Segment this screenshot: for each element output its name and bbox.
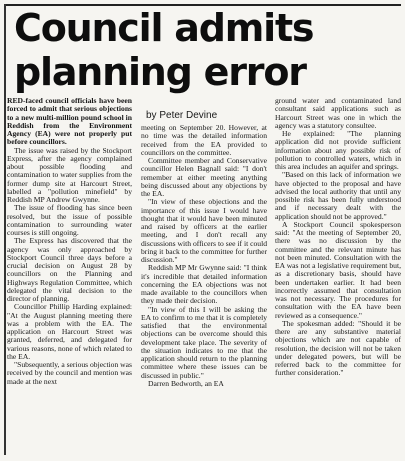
paragraph: ground water and contaminated land consultant said applications such as Harcourt Street was one in which the agency was a statutory consultee. — [275, 97, 401, 130]
paragraph: Darren Bedworth, an EA — [148, 378, 224, 388]
paragraph: The spokesman added: "Should it be there are any substantive material objections which are not capable of resolution, the decision will not be taken under delegated powers, but will be referred back to the committee for further consideration." — [275, 318, 401, 378]
headline — [14, 6, 400, 94]
article-column-2 — [141, 124, 267, 460]
paragraph: meeting on September 20. However, at no time was the detailed information received from the EA provided to councillors on the committee. — [141, 124, 267, 157]
paragraph: "Subsequently, a serious objection was received by the council and mention was made at the next — [7, 360, 132, 386]
paragraph: Councillor Phillip Harding explained: "At the August planning meeting there was a problem with the EA. The application on Harcourt Street was granted, deferred, and delegated for various reasons, none of which related to the EA. — [7, 302, 132, 361]
paragraph: He explained: "The planning application did not provide sufficient information about any possible risk of pollution to controlled waters, which in this area includes an aquifer and springs. — [275, 129, 401, 171]
paragraph: "In view of this I will be asking the EA to confirm to me that it is completely satisfied that the environmental objections can be overcome should this development take place. The severity of the situation indicates to me that the application should return to the planning committee where these issues can be discussed in public." — [141, 304, 267, 380]
byline: by Peter Devine — [146, 110, 218, 121]
paragraph: A Stockport Council spokesperson said: "At the meeting of September 20, there was no discussion by the committee and the relevant minute has not been minuted. Consultation with the EA was not a legislative requirement but, as a discretionary basis, should have been undertaken earlier. It had been incorrectly assumed that consultation was not necessary. The procedures for consultation with the EA have been reviewed as a consequence." — [275, 219, 401, 320]
paragraph: Reddish MP Mr Gwynne said: "I think it's incredible that detailed information concerning the EA objections was not made available to the councillors when they made their decision. — [141, 263, 267, 306]
paragraph: "In view of these objections and the importance of this issue I would have thought that it would have been minuted and raised by officers at the earlier meeting, and I don't recall any discussions with officers to see if it could bring it back to the committee for further discussion." — [141, 197, 267, 264]
paragraph: Committee member and Conservative councillor Helen Bagnall said: "I don't remember at either meeting anything being discussed about any objections by the EA. — [141, 156, 267, 198]
headline-line-1: Council admits — [14, 6, 314, 50]
left-rule — [4, 4, 6, 455]
paragraph: "Based on this lack of information we have objected to the proposal and have advised the local authority that until any possible risk has been fully understood and if necessary dealt with the application should not be approved." — [275, 170, 401, 221]
headline-line-2: planning error — [14, 50, 306, 94]
paragraph: The Express has discovered that the agency was only approached by Stockport Council three days before a crucial decision on August 28 by councillors on the Planning and Highways Regulation Committee, which delegated the vital decision to the director of planning. — [7, 236, 132, 303]
article-column-1 — [7, 97, 132, 459]
paragraph: The issue of flooding has since been resolved, but the issue of possible contamination to surrounding water courses is still ongoing. — [7, 203, 132, 237]
article-column-3 — [275, 97, 401, 459]
paragraph: RED-faced council officials have been forced to admit that serious objections to a new multi-million pound school in Reddish from the Environment Agency (EA) were not properly put before councillors. — [7, 97, 132, 147]
paragraph: The issue was raised by the Stockport Express, after the agency complained about possible flooding and contamination to water supplies from the former dump site at Harcourt Street, labelled a "pollution minefield" by Reddish MP Andrew Gwynne. — [7, 145, 132, 204]
